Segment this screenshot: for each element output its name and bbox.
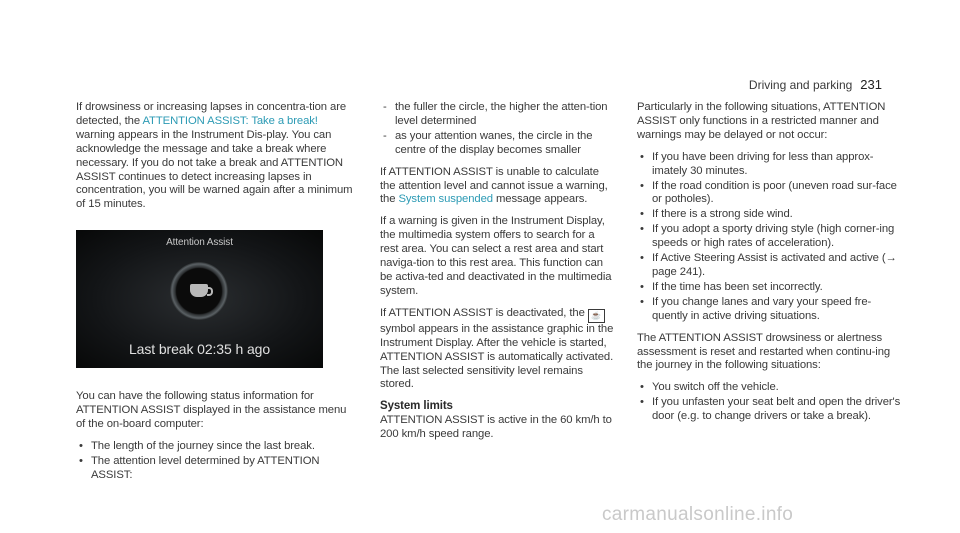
list-item: • You switch off the vehicle.	[637, 381, 901, 395]
paragraph: If drowsiness or increasing lapses in concentra-tion are detected, the ATTENTION ASSIST: Take a break! warning appears in the Instrument Dis-play. You can acknowledge the message and take a break where necessary. If you do not take a break and ATTENTION ASSIST continues to detect increasing lapses in concentration, you will be warned again after a minimum of 15 minutes.	[76, 101, 353, 211]
page-number: 231	[860, 77, 882, 92]
limitation-list	[637, 151, 901, 324]
paragraph: If ATTENTION ASSIST is unable to calculate the attention level and cannot issue a warning, the System suspended message appears.	[380, 165, 608, 206]
list-item: - as your attention wanes, the circle in the centre of the display becomes smaller	[380, 130, 615, 158]
reset-list	[637, 381, 901, 424]
paragraph: Particularly in the following situations, ATTENTION ASSIST only functions in a restricted manner and warnings may be delayed or not occur:	[637, 101, 886, 141]
instrument-display-image	[76, 230, 323, 368]
system-suspended-message: System suspended	[398, 193, 493, 206]
list-item: • If the time has been set incorrectly.	[637, 281, 901, 295]
screen-title: Attention Assist	[166, 237, 233, 249]
watermark: carmanualsonline.info	[602, 504, 794, 525]
system-limits-heading: System limits	[380, 400, 453, 413]
column-2	[380, 101, 615, 450]
list-item: • If you adopt a sporty driving style (high corner-ing speeds or high rates of acceleration).	[637, 223, 901, 251]
list-item: • If you change lanes and vary your speed fre-quently in active driving situations.	[637, 296, 901, 324]
column-1	[76, 101, 353, 491]
warning-message: ATTENTION ASSIST: Take a break!	[142, 114, 318, 127]
section-title: Driving and parking	[748, 78, 853, 92]
list-item: • If Active Steering Assist is activated and active (→ page 241).	[637, 252, 901, 280]
paragraph: If ATTENTION ASSIST is deactivated, the ☕ symbol appears in the assistance graphic in the Instrument Display. After the vehicle is started, ATTENTION ASSIST is automatically activated. The last selected sensitivity level remains stored.	[380, 306, 614, 391]
column-3	[637, 101, 901, 432]
last-break-text: Last break 02:35 h ago	[128, 341, 271, 358]
paragraph: ATTENTION ASSIST is active in the 60 km/h to 200 km/h speed range.	[380, 414, 612, 441]
list-item: - the fuller the circle, the higher the atten-tion level determined	[380, 101, 615, 129]
list-item: • The attention level determined by ATTENTION ASSIST:	[76, 455, 353, 483]
list-item: • If the road condition is poor (uneven road sur-face or potholes).	[637, 180, 901, 208]
coffee-cup-icon	[190, 284, 208, 297]
list-item: • If there is a strong side wind.	[637, 208, 901, 222]
paragraph: The ATTENTION ASSIST drowsiness or alertness assessment is reset and restarted when continu-ing the journey in the following situations:	[637, 331, 891, 372]
attention-assist-off-icon: ☕	[588, 309, 605, 323]
status-list	[76, 440, 353, 483]
paragraph: If a warning is given in the Instrument Display, the multimedia system offers to search for a rest area. You can select a rest area and start naviga-tion to this rest area. This function can be activa-ted and deactivated in the multimedia system.	[380, 215, 612, 297]
dash-list	[380, 101, 615, 158]
list-item: • If you have been driving for less than approx-imately 30 minutes.	[637, 151, 901, 179]
list-item: • The length of the journey since the last break.	[76, 440, 353, 454]
paragraph: You can have the following status information for ATTENTION ASSIST displayed in the assistance menu of the on-board computer:	[76, 390, 347, 431]
list-item: • If you unfasten your seat belt and open the driver's door (e.g. to change drivers or take a break).	[637, 396, 901, 424]
page-header	[749, 77, 882, 92]
